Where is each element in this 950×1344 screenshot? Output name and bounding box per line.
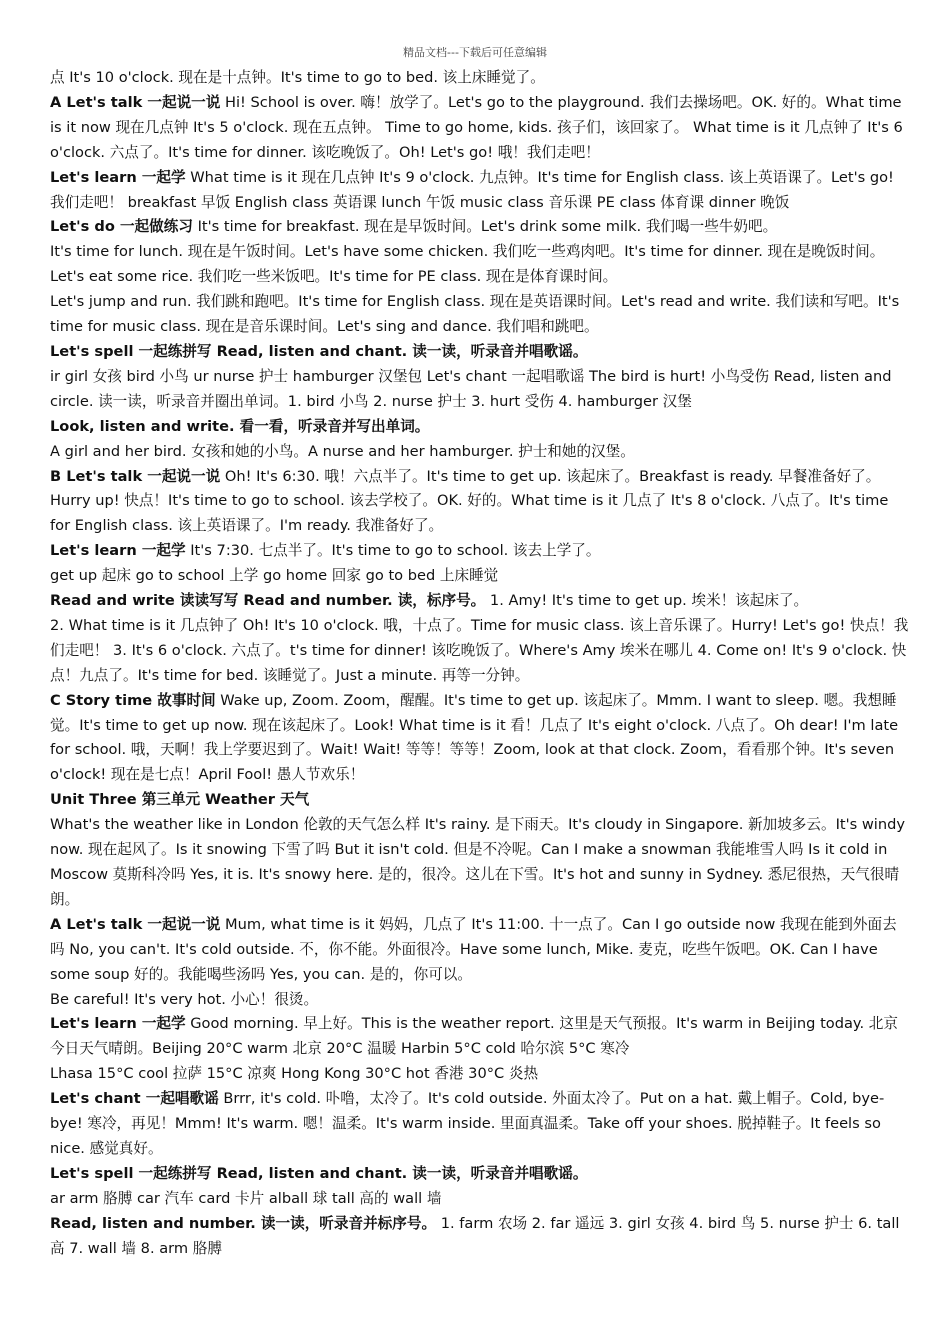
paragraph-text: It's time for breakfast. 现在是早饭时间。Let's drink some milk. 我们喝一些牛奶吧。 [192, 218, 778, 236]
paragraph-text: get up 起床 go to school 上学 go home 回家 go to bed 上床睡觉 [50, 567, 499, 585]
paragraph [50, 440, 910, 465]
paragraph-text: Mum, what time is it 妈妈，几点了 It's 11:00. 十一点了。Can I go outside now 我现在能到外面去吗 No, you can't. It's cold outside. 不，你不能。外面很冷。Have some lunch, Mike. 麦克，吃些午饭吧。OK. Can I have some soup 好的。我能喝些汤吗 Yes, you can. 是的，你可以。 [50, 915, 897, 983]
paragraph [50, 988, 910, 1013]
paragraph [50, 813, 910, 913]
paragraph-heading: Let's learn 一起学 [50, 542, 186, 560]
paragraph-heading: Let's do 一起做练习 [50, 218, 193, 236]
paragraph [50, 365, 910, 415]
paragraph-text: 1. Amy! It's time to get up. 埃米！该起床了。 [485, 592, 809, 610]
paragraph [50, 913, 910, 988]
paragraph [50, 465, 910, 540]
paragraph [50, 1087, 910, 1162]
paragraph-heading: Read and write 读读写写 Read and number. 读，标序号。 [50, 592, 486, 610]
paragraph-text: Hi! School is over. 嗨！放学了。Let's go to the playground. 我们去操场吧。OK. 好的。What time is it now 现在几点钟 It's 5 o'clock. 现在五点钟。 Time to go home, kids. 孩子们，该回家了。 What time is it 几点钟了 It's 6 o'clock. 六点了。It's time for dinner. 该吃晚饭了。Oh! Let's go! 哦！我们走吧！ [50, 93, 903, 161]
paragraph-text: What time is it 现在几点钟 It's 9 o'clock. 九点钟。It's time for English class. 该上英语课了。Let's go! 我们走吧！ breakfast 早饭 English class 英语课 lunch 午饭 music class 音乐课 PE class 体育课 dinner 晚饭 [50, 168, 894, 211]
document-body [50, 66, 910, 1262]
paragraph-text: Let's jump and run. 我们跳和跑吧。It's time for English class. 现在是英语课时间。Let's read and write. 我们读和写吧。It's time for music class. 现在是音乐课时间。Let's sing and dance. 我们唱和跳吧。 [50, 293, 900, 336]
paragraph-heading: Unit Three 第三单元 Weather 天气 [50, 791, 310, 809]
paragraph-heading: B Let's talk 一起说一说 [50, 467, 221, 485]
paragraph [50, 539, 910, 564]
paragraph [50, 788, 910, 813]
paragraph [50, 1012, 910, 1062]
paragraph [50, 215, 910, 240]
paragraph-text: What's the weather like in London 伦敦的天气怎么样 It's rainy. 是下雨天。It's cloudy in Singapore. 新加坡多云。It's windy now. 现在起风了。Is it snowing 下雪了吗 But it isn't cold. 但是不冷呢。Can I make a snowman 我能堆雪人吗 Is it cold in Moscow 莫斯科冷吗 Yes, it is. It's snowy here. 是的，很冷。这儿在下雪。It's hot and sunny in Sydney. 悉尼很热，天气很晴朗。 [50, 816, 905, 908]
paragraph-text: It's 7:30. 七点半了。It's time to go to school. 该去上学了。 [185, 542, 601, 560]
paragraph [50, 415, 910, 440]
paragraph-text: 2. What time is it 几点钟了 Oh! It's 10 o'clock. 哦，十点了。Time for music class. 该上音乐课了。Hurry! Let's go! 快点！我们走吧！ 3. It's 6 o'clock. 六点了。t's time for dinner! 该吃晚饭了。Where's Amy 埃米在哪儿 4. Come on! It's 9 o'clock. 快点！九点了。It's time for bed. 该睡觉了。Just a minute. 再等一分钟。 [50, 616, 909, 684]
paragraph-heading: A Let's talk 一起说一说 [50, 93, 221, 111]
paragraph-text: Lhasa 15°C cool 拉萨 15°C 凉爽 Hong Kong 30°C hot 香港 30°C 炎热 [50, 1065, 539, 1083]
paragraph-text: Brrr, it's cold. 卟噜，太冷了。It's cold outside. 外面太冷了。Put on a hat. 戴上帽子。Cold, bye-bye! 寒冷，再见！Mmm! It's warm. 嗯！温柔。It's warm inside. 里面真温柔。Take off your shoes. 脱掉鞋子。It feels so nice. 感觉真好。 [50, 1090, 885, 1157]
paragraph-heading: Let's chant 一起唱歌谣 [50, 1090, 219, 1108]
paragraph [50, 1162, 910, 1187]
paragraph [50, 1187, 910, 1212]
paragraph-heading: Let's spell 一起练拼写 Read, listen and chant. 读一读，听录音并唱歌谣。 [50, 1164, 588, 1182]
paragraph [50, 589, 910, 614]
paragraph [50, 91, 910, 166]
paragraph-text: Oh! It's 6:30. 哦！六点半了。It's time to get up. 该起床了。Breakfast is ready. 早餐准备好了。Hurry up! 快点！It's time to go to school. 该去学校了。OK. 好的。What time is it 几点了 It's 8 o'clock. 八点了。It's time for English class. 该上英语课了。I'm ready. 我准备好了。 [50, 467, 889, 535]
paragraph [50, 66, 910, 91]
paragraph [50, 290, 910, 340]
paragraph-text: 点 It's 10 o'clock. 现在是十点钟。It's time to go to bed. 该上床睡觉了。 [50, 69, 545, 86]
paragraph [50, 614, 910, 689]
page-header: 精品文档---下载后可任意编辑 [403, 46, 547, 59]
paragraph [50, 689, 910, 789]
paragraph [50, 240, 910, 290]
paragraph [50, 564, 910, 589]
paragraph-text: Good morning. 早上好。This is the weather report. 这里是天气预报。It's warm in Beijing today. 北京今日天气晴朗。Beijing 20°C warm 北京 20°C 温暖 Harbin 5°C cold 哈尔滨 5°C 寒冷 [50, 1015, 898, 1058]
paragraph-heading: Let's learn 一起学 [50, 168, 186, 186]
paragraph-heading: A Let's talk 一起说一说 [50, 915, 221, 933]
paragraph-heading: Look, listen and write. 看一看，听录音并写出单词。 [50, 417, 430, 435]
paragraph-heading: Let's spell 一起练拼写 Read, listen and chant. 读一读，听录音并唱歌谣。 [50, 342, 588, 360]
paragraph-text: Be careful! It's very hot. 小心！很烫。 [50, 990, 319, 1008]
paragraph [50, 166, 910, 216]
paragraph-heading: Let's learn 一起学 [50, 1015, 186, 1033]
paragraph-text: It's time for lunch. 现在是午饭时间。Let's have some chicken. 我们吃一些鸡肉吧。It's time for dinner. 现在是晚饭时间。Let's eat some rice. 我们吃一些米饭吧。It's time for PE class. 现在是体育课时间。 [50, 243, 885, 286]
paragraph [50, 1212, 910, 1262]
paragraph-text: ir girl 女孩 bird 小鸟 ur nurse 护士 hamburger 汉堡包 Let's chant 一起唱歌谣 The bird is hurt! 小鸟受伤 Read, listen and circle. 读一读，听录音并圈出单词。1. bird 小鸟 2. nurse 护士 3. hurt 受伤 4. hamburger 汉堡 [50, 367, 892, 410]
paragraph [50, 340, 910, 365]
paragraph-text: Wake up, Zoom. Zoom，醒醒。It's time to get up. 该起床了。Mmm. I want to sleep. 嗯。我想睡觉。It's time to get up now. 现在该起床了。Look! What time is it 看！几点了 It's eight o'clock. 八点了。Oh dear! I'm late for school. 哦，天啊！我上学要迟到了。Wait! Wait! 等等！等等！Zoom, look at that clock. Zoom，看看那个钟。It's seven o'clock! 现在是七点！April Fool! 愚人节欢乐！ [50, 691, 899, 784]
paragraph-text: ar arm 胳膊 car 汽车 card 卡片 alball 球 tall 高的 wall 墙 [50, 1189, 442, 1207]
paragraph [50, 1062, 910, 1087]
paragraph-heading: Read, listen and number. 读一读，听录音并标序号。 [50, 1214, 437, 1232]
paragraph-heading: C Story time 故事时间 [50, 691, 216, 709]
paragraph-text: 1. farm 农场 2. far 遥远 3. girl 女孩 4. bird 鸟 5. nurse 护士 6. tall 高 7. wall 墙 8. arm 胳膊 [50, 1214, 900, 1257]
paragraph-text: A girl and her bird. 女孩和她的小鸟。A nurse and her hamburger. 护士和她的汉堡。 [50, 442, 635, 460]
